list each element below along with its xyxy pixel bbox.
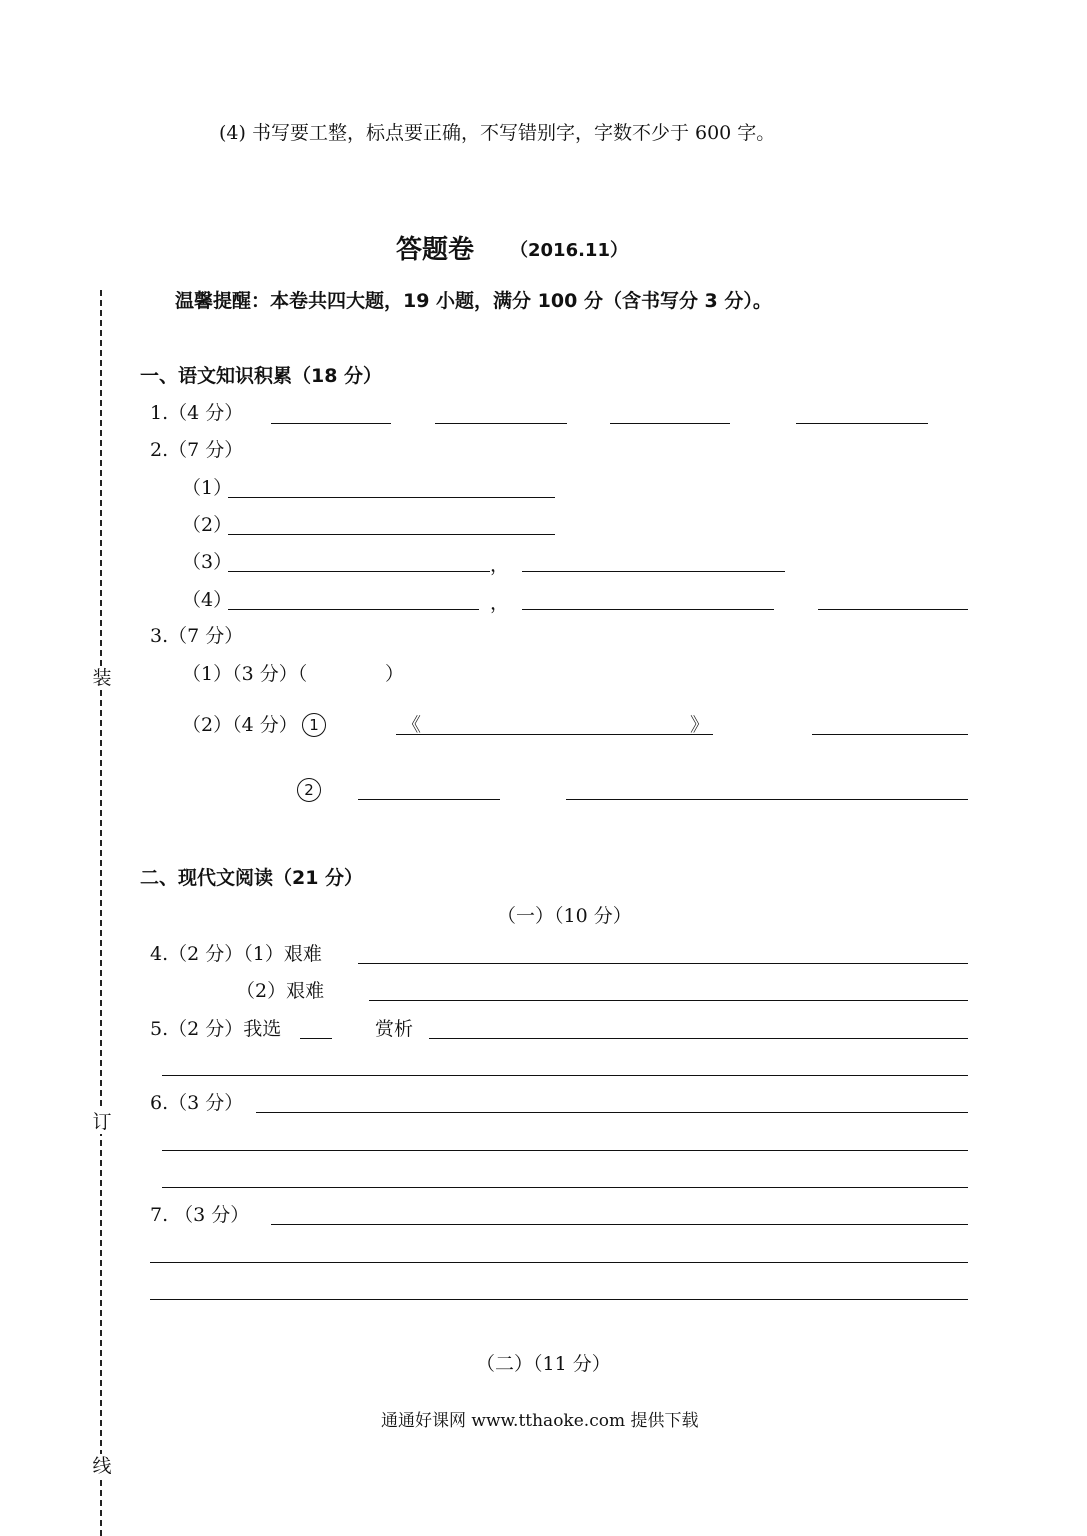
- q2-part-1-label: （1）: [182, 477, 233, 499]
- q1-label: 1.（4 分）: [150, 402, 244, 424]
- writing-requirement-note: (4) 书写要工整，标点要正确，不写错别字，字数不少于 600 字。: [219, 122, 776, 144]
- q7-answer-line-2[interactable]: [150, 1262, 968, 1263]
- binding-margin-line: [100, 290, 102, 1536]
- q2-part-3-label: （3）: [182, 551, 233, 573]
- q5-appreciate-label: 赏析: [375, 1018, 414, 1040]
- q5-choice-line[interactable]: [300, 1038, 332, 1039]
- q4-part-1-answer-line[interactable]: [358, 963, 968, 964]
- binding-char-xian: 线: [90, 1454, 114, 1478]
- q6-label: 6.（3 分）: [150, 1092, 244, 1114]
- q1-answer-line-4[interactable]: [796, 423, 928, 424]
- q7-answer-line-3[interactable]: [150, 1299, 968, 1300]
- q5-answer-line-2[interactable]: [162, 1075, 968, 1076]
- q3-part-2-book-title-line[interactable]: [396, 734, 713, 735]
- q3-part-2-answer-line-1[interactable]: [812, 734, 968, 735]
- q3-part-2-answer-line-3[interactable]: [566, 799, 968, 800]
- reminder-text: 温馨提醒：本卷共四大题，19 小题，满分 100 分（含书写分 3 分）。: [175, 290, 772, 312]
- q3-part-2-answer-line-2[interactable]: [358, 799, 500, 800]
- q2-part-2-answer-line[interactable]: [228, 534, 555, 535]
- footer-credit: 通通好课网 www.tthaoke.com 提供下载: [381, 1411, 699, 1431]
- q6-answer-line-2[interactable]: [162, 1150, 968, 1151]
- q4-part-2-answer-line[interactable]: [369, 1000, 968, 1001]
- subsection-2-heading: （二）（11 分）: [476, 1353, 611, 1375]
- binding-char-ding: 订: [90, 1110, 114, 1134]
- q2-part-3-answer-line-2[interactable]: [522, 571, 785, 572]
- q6-answer-line-1[interactable]: [256, 1112, 968, 1113]
- q2-part-2-label: （2）: [182, 514, 233, 536]
- q2-part-4-comma: ，: [490, 592, 510, 614]
- q3-part-2-label: （2）（4 分）: [182, 714, 298, 736]
- q3-part-1-close-paren: ）: [385, 663, 405, 685]
- q2-part-3-comma: ，: [490, 554, 510, 576]
- section-1-heading: 一、语文知识积累（18 分）: [140, 365, 383, 387]
- q6-answer-line-3[interactable]: [162, 1187, 968, 1188]
- q7-answer-line-1[interactable]: [271, 1224, 968, 1225]
- q1-answer-line-3[interactable]: [610, 423, 730, 424]
- q3-label: 3.（7 分）: [150, 625, 244, 647]
- q2-part-4-label: （4）: [182, 589, 233, 611]
- circled-number-1-icon: 1: [302, 713, 326, 737]
- q4-part-2-label: （2）艰难: [236, 980, 325, 1002]
- q3-part-1-label: （1）（3 分）（: [182, 663, 308, 685]
- q2-part-4-answer-line-2[interactable]: [522, 609, 774, 610]
- q5-answer-line-1[interactable]: [429, 1038, 968, 1039]
- binding-char-zhuang: 装: [90, 666, 114, 690]
- page-title: 答题卷: [396, 235, 475, 265]
- book-title-close-mark: 》: [690, 714, 710, 736]
- q4-label: 4.（2 分）（1）艰难: [150, 943, 322, 965]
- q1-answer-line-1[interactable]: [271, 423, 391, 424]
- q1-answer-line-2[interactable]: [435, 423, 567, 424]
- q2-part-4-answer-line-3[interactable]: [818, 609, 968, 610]
- circled-number-2-icon: 2: [297, 778, 321, 802]
- exam-date: （2016.11）: [510, 240, 628, 261]
- book-title-open-mark: 《: [402, 714, 422, 736]
- subsection-1-heading: （一）（10 分）: [497, 905, 632, 927]
- q5-label: 5.（2 分）我选: [150, 1018, 282, 1040]
- q2-part-4-answer-line-1[interactable]: [228, 609, 479, 610]
- section-2-heading: 二、现代文阅读（21 分）: [140, 867, 364, 889]
- q2-part-1-answer-line[interactable]: [228, 497, 555, 498]
- q7-label: 7. （3 分）: [150, 1204, 250, 1226]
- q2-label: 2.（7 分）: [150, 439, 244, 461]
- q2-part-3-answer-line-1[interactable]: [228, 571, 490, 572]
